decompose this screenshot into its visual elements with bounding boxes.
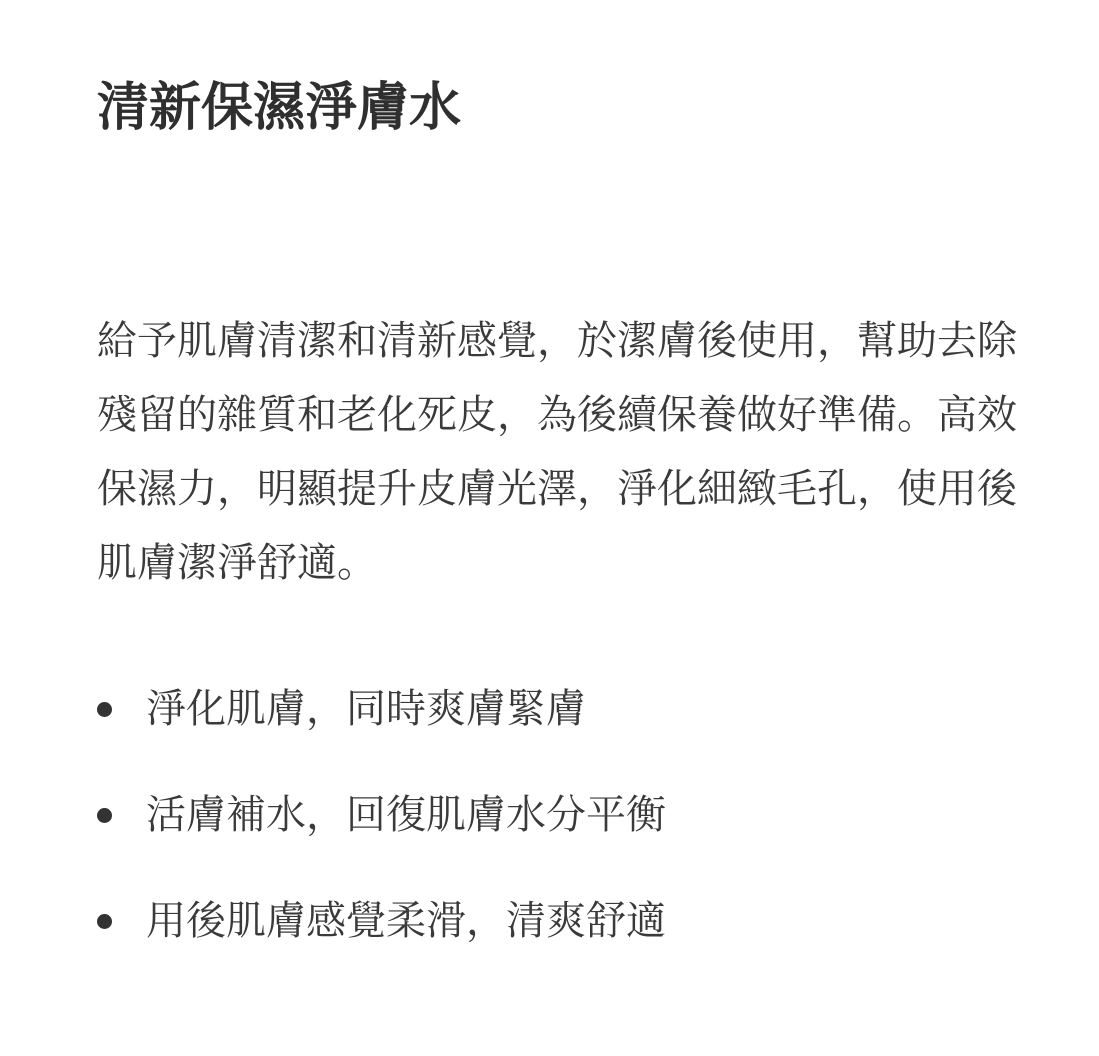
- feature-text: 用後肌膚感覺柔滑，清爽舒適: [146, 898, 666, 944]
- product-content: [97, 72, 1037, 944]
- bullet-icon: [97, 914, 112, 929]
- product-title: 清新保濕淨膚水: [97, 78, 462, 138]
- feature-text: 淨化肌膚，同時爽膚緊膚: [146, 686, 586, 732]
- bullet-icon: [97, 702, 112, 717]
- feature-list-item: [97, 868, 997, 974]
- feature-list-item: [97, 762, 997, 868]
- feature-list: [97, 656, 997, 974]
- feature-list-item: [97, 656, 997, 762]
- product-description: 給予肌膚清潔和清新感覺，於潔膚後使用，幫助去除殘留的雜質和老化死皮，為後續保養做好準備。高效保濕力，明顯提升皮膚光澤，淨化細緻毛孔，使用後肌膚潔淨舒適。: [97, 318, 1017, 586]
- bullet-icon: [97, 808, 112, 823]
- feature-text: 活膚補水，回復肌膚水分平衡: [146, 792, 666, 838]
